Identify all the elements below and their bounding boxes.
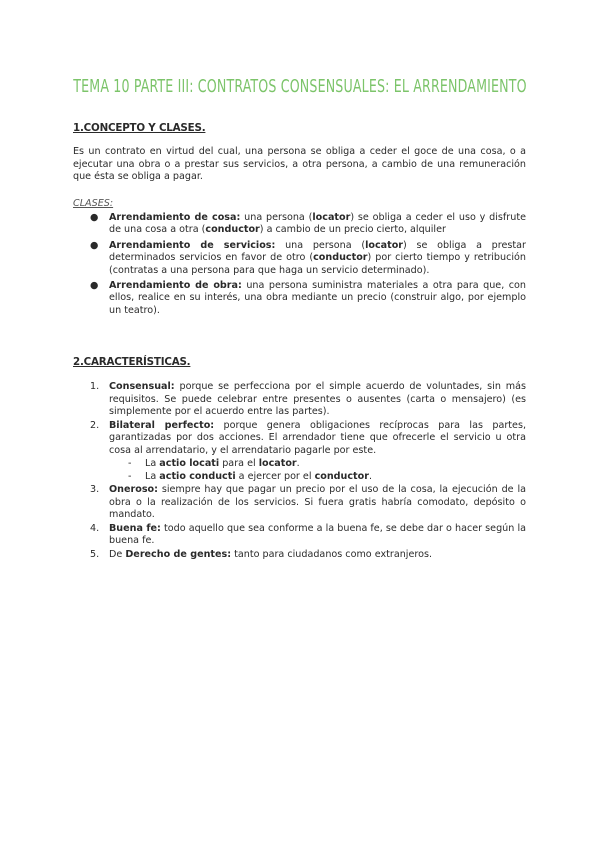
item-number: 2. [90,419,100,431]
item-text: tanto para ciudadanos como extranjeros. [231,548,433,560]
item-text: De [109,548,126,560]
item-term: conductor [314,470,369,482]
item-term: Derecho de gentes: [125,548,232,560]
item-term: conductor [313,252,368,264]
list-item [73,280,526,317]
item-text: . [368,470,373,482]
dash-icon: - [128,470,132,482]
item-text: porque se perfecciona por el simple acuerdo de voluntades, sin más requisitos. Se puede celebrar entre presentes o ausentes (carta o mensajero) (es simplemente por el acuerdo entre las partes). [109,381,526,417]
item-term: Arrendamiento de servicios: [109,239,276,251]
item-term: Arrendamiento de cosa: [109,212,241,223]
list-item [73,484,526,522]
concepto-paragraph: Es un contrato en virtud del cual, una persona se obliga a ceder el goce de una cosa, o a ejecutar una obra o a prestar sus servicios, a otra persona, a cambio de una remuneración que ésta se obliga a pagar. [73,146,526,183]
clases-label: CLASES: [73,198,114,209]
section-heading-caracteristicas: 2.CARACTERÍSTICAS. [73,356,191,368]
item-text: siempre hay que pagar un precio por el uso de la cosa, la ejecución de la obra o la realización de los servicios. Si fuera gratis habría comodato, depósito o mandato. [109,484,526,520]
item-term: Consensual: [109,381,175,392]
item-term: locator [258,458,297,469]
section-heading-concepto: 1.CONCEPTO Y CLASES. [73,122,206,134]
sub-item [73,471,526,484]
item-term: locator [312,212,351,223]
list-item [73,523,526,548]
caracteristicas-list [73,381,526,562]
item-term: Arrendamiento de obra: [109,280,242,292]
list-item [73,212,526,237]
item-term: conductor [205,224,260,236]
item-text: para el [219,458,259,469]
list-item [73,381,526,419]
item-text: una persona suministra materiales a otra para que, con ellos, realice en su interés, una obra mediante un precio (construir algo, por ejemplo un teatro). [109,280,526,316]
item-number: 5. [90,548,100,560]
item-number: 3. [90,484,100,495]
item-term: actio locati [159,458,220,469]
item-text: . [296,458,300,469]
item-term: Bilateral perfecto: [109,419,215,431]
item-term: locator [365,239,404,251]
list-item [73,549,526,562]
item-text: todo aquello que sea conforme a la buena fe, se debe dar o hacer según la buena fe. [109,522,526,546]
document-title: TEMA 10 PARTE III: CONTRATOS CONSENSUALES: EL ARRENDAMIENTO [73,76,527,97]
item-term: Buena fe: [109,522,161,534]
item-text: ) a cambio de un precio cierto, alquiler [259,224,446,236]
sub-item [73,458,526,471]
item-text: porque genera obligaciones recíprocas para las partes, garantizadas por dos acciones. El arrendador tiene que ofrecerle el servicio u otra cosa al arrendatario, y el arrendatario pagarle por este. [109,419,526,456]
dash-icon: - [128,458,132,469]
item-term: actio conducti [159,470,236,482]
item-text: ) se obliga a prestar determinados servicios en favor de otro ( [109,239,526,264]
bullet-icon: ● [90,239,99,251]
clases-list [73,212,526,320]
item-text: ) se obliga a ceder el uso y disfrute de una cosa a otra ( [109,212,526,236]
item-text: una persona ( [275,239,366,251]
list-item [73,240,526,277]
item-number: 1. [90,381,100,392]
list-item [73,420,526,458]
item-number: 4. [90,522,100,534]
item-text: una persona ( [240,212,313,223]
bullet-icon: ● [90,212,99,223]
item-text: ) por cierto tiempo y retribución (contratas a una persona para que haga un servicio determinado). [109,252,526,276]
item-term: Oneroso: [109,484,158,495]
item-text: a ejercer por el [235,470,315,482]
bullet-icon: ● [90,280,99,292]
item-text: La [145,458,160,469]
item-text: La [145,470,160,482]
